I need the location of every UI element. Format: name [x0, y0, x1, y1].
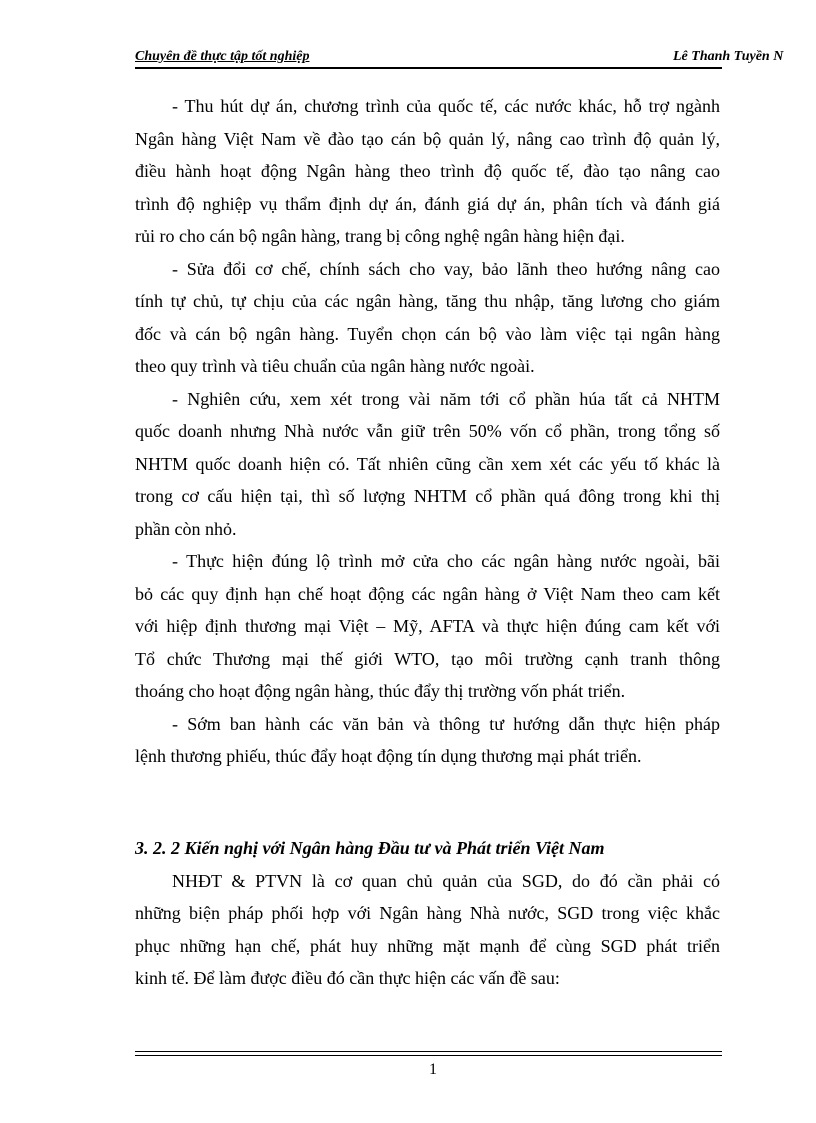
text-line: thoáng cho hoạt động ngân hàng, thúc đẩy thị trường vốn phát triển.: [135, 681, 626, 701]
text-line: NHTM quốc doanh hiện có. Tất nhiên cũng cần xem xét các yếu tố khác là: [135, 453, 720, 474]
text-line: kinh tế. Để làm được điều đó cần thực hiện các vấn đề sau:: [135, 968, 560, 988]
text-line: Tổ chức Thương mại thế giới WTO, tạo môi trường cạnh tranh thông: [135, 648, 720, 669]
text-line: - Sớm ban hành các văn bản và thông tư hướng dẫn thực hiện pháp: [172, 713, 720, 734]
text-line: - Thực hiện đúng lộ trình mở cửa cho các ngân hàng nước ngoài, bãi: [172, 551, 720, 571]
text-line: trình độ nghiệp vụ thẩm định dự án, đánh giá dự án, phân tích và đánh giá: [135, 193, 720, 214]
text-line: NHĐT & PTVN là cơ quan chủ quản của SGD, do đó cần phải có: [172, 870, 720, 891]
text-line: bỏ các quy định hạn chế hoạt động các ngân hàng ở Việt Nam theo cam kết: [135, 583, 720, 604]
page-header: [135, 47, 784, 69]
text-line: điều hành hoạt động Ngân hàng theo trình độ quốc tế, đào tạo nâng cao: [135, 161, 720, 181]
body-text-section: [135, 865, 720, 995]
text-line: - Nghiên cứu, xem xét trong vài năm tới cổ phần húa tất cả NHTM: [172, 388, 720, 409]
text-line: những biện pháp phối hợp với Ngân hàng Nhà nước, SGD trong việc khắc: [135, 903, 720, 923]
text-line: Ngân hàng Việt Nam về đào tạo cán bộ quản lý, nâng cao trình độ quản lý,: [135, 128, 720, 149]
header-title: Chuyên đề thực tập tốt nghiệp: [135, 49, 310, 64]
page-number: 1: [429, 1061, 437, 1078]
body-text: [135, 90, 720, 773]
text-line: - Sửa đổi cơ chế, chính sách cho vay, bảo lãnh theo hướng nâng cao: [172, 258, 720, 279]
text-line: tính tự chủ, tự chịu của các ngân hàng, tăng thu nhập, tăng lương cho giám: [135, 291, 720, 311]
text-line: theo quy trình và tiêu chuẩn của ngân hàng nước ngoài.: [135, 356, 535, 376]
text-line: lệnh thương phiếu, thúc đẩy hoạt động tín dụng thương mại phát triển.: [135, 746, 642, 766]
header-author: Lê Thanh Tuyền N: [673, 49, 784, 64]
text-line: phục những hạn chế, phát huy những mặt mạnh để cùng SGD phát triển: [135, 935, 720, 956]
text-line: - Thu hút dự án, chương trình của quốc tế, các nước khác, hỗ trợ ngành: [172, 96, 720, 116]
section-heading: 3. 2. 2 Kiến nghị với Ngân hàng Đầu tư và Phát triển Việt Nam: [135, 838, 605, 858]
text-line: với hiệp định thương mại Việt – Mỹ, AFTA và thực hiện đúng cam kết với: [135, 616, 720, 636]
text-line: quốc doanh nhưng Nhà nước vẫn giữ trên 50% vốn cổ phần, trong tổng số: [135, 421, 720, 441]
text-line: đốc và cán bộ ngân hàng. Tuyển chọn cán bộ vào làm việc tại ngân hàng: [135, 323, 720, 344]
text-line: phần còn nhỏ.: [135, 518, 237, 539]
text-line: rủi ro cho cán bộ ngân hàng, trang bị công nghệ ngân hàng hiện đại.: [135, 226, 625, 246]
text-line: trong cơ cấu hiện tại, thì số lượng NHTM cổ phần quá đông trong khi thị: [135, 486, 720, 506]
footer-rule: [135, 1051, 722, 1056]
